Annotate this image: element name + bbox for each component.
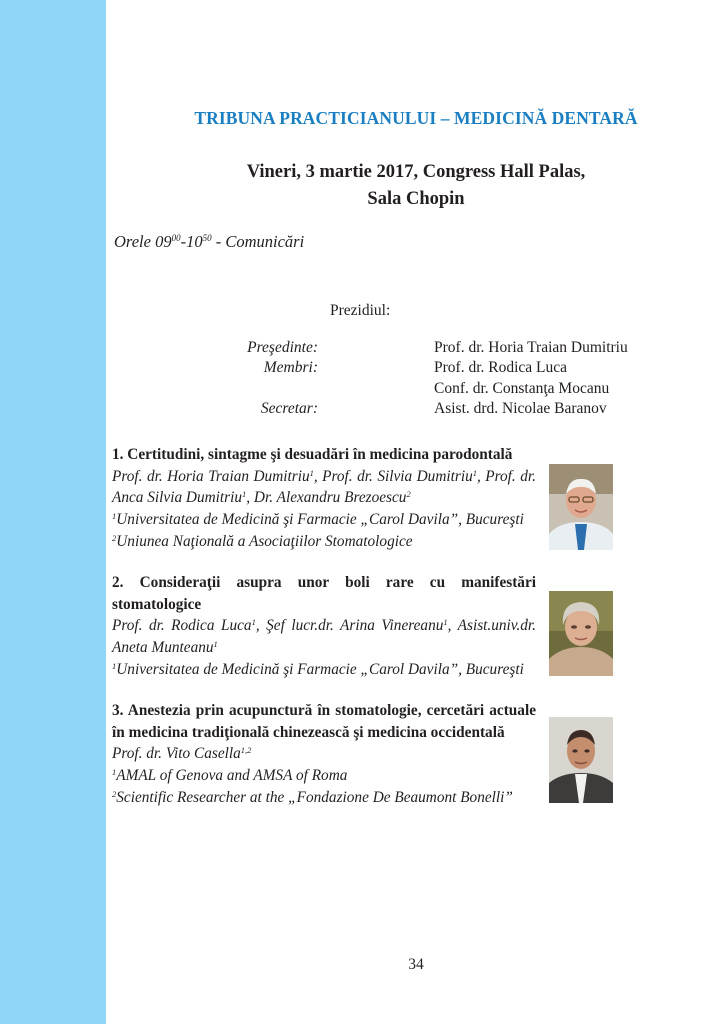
- talk-1: [112, 444, 536, 553]
- talk-title: 3. Anestezia prin acupunctură în stomatologie, cercetări actuale în medicina tradiţională chinezească şi medicina occidentală: [112, 702, 536, 741]
- talk-authors: Prof. dr. Horia Traian Dumitriu$^1$, Prof. dr. Silvia Dumitriu$^1$, Prof. dr. Anca Silvia Dumitriu$^1$, Dr. Alexandru Brezoescu$^2$: [112, 467, 536, 507]
- speaker-photo-1: [549, 464, 613, 550]
- talk-affiliation: $^1$Universitatea de Medicină şi Farmacie „Carol Davila”, Bucureşti: [112, 660, 524, 678]
- section-title: TRIBUNA PRACTICIANULUI – MEDICINĂ DENTARĂ: [194, 108, 638, 128]
- presidium-member: Asist. drd. Nicolae Baranov: [434, 400, 607, 417]
- talk-title: 2. Consideraţii asupra unor boli rare cu manifestări stomatologice: [112, 574, 536, 613]
- event-room: Sala Chopin: [367, 189, 465, 209]
- side-color-band: [0, 0, 106, 1024]
- presidium-member: Prof. dr. Rodica Luca: [434, 359, 568, 376]
- talk-affiliation: $^2$Uniunea Naţională a Asociaţiilor Stomatologice: [112, 532, 413, 550]
- talk-authors: Prof. dr. Vito Casella$^{1,2}$: [112, 745, 252, 763]
- presidium-row: [106, 359, 726, 381]
- page-number: 34: [408, 956, 424, 973]
- presidium-member: Conf. dr. Constanţa Mocanu: [434, 380, 610, 397]
- speaker-photo-2: [549, 591, 613, 676]
- talk-affiliation: $^2$Scientific Researcher at the „Fondazione De Beaumont Bonelli”: [112, 788, 513, 806]
- presidium-heading: Prezidiul:: [330, 302, 391, 319]
- talk-affiliation: $^1$AMAL of Genova and AMSA of Roma: [112, 767, 348, 785]
- presidium-row: [106, 400, 726, 422]
- session-hours: Orele $09^{00}-10^{50}$ - Comunicări: [114, 232, 305, 251]
- talk-2: [112, 572, 536, 681]
- talk-authors: Prof. dr. Rodica Luca$^1$, Şef lucr.dr. Arina Vinereanu$^1$, Asist.univ.dr. Aneta Munteanu$^1$: [112, 617, 537, 657]
- presidium-row: [106, 339, 726, 361]
- talk-title: 1. Certitudini, sintagme şi desuadări în medicina parodontală: [112, 446, 513, 463]
- presidium-role: Secretar:: [260, 400, 318, 417]
- talk-3: [112, 700, 536, 809]
- event-date-venue: Vineri, 3 martie 2017, Congress Hall Palas,: [246, 162, 586, 182]
- presidium-role: Membri:: [263, 359, 318, 376]
- presidium-role: Preşedinte:: [247, 339, 318, 356]
- presidium-member: Prof. dr. Horia Traian Dumitriu: [434, 339, 628, 356]
- talk-affiliation: $^1$Universitatea de Medicină şi Farmacie „Carol Davila”, Bucureşti: [112, 511, 524, 529]
- speaker-photo-3: [549, 717, 613, 803]
- presidium-row: [106, 380, 726, 402]
